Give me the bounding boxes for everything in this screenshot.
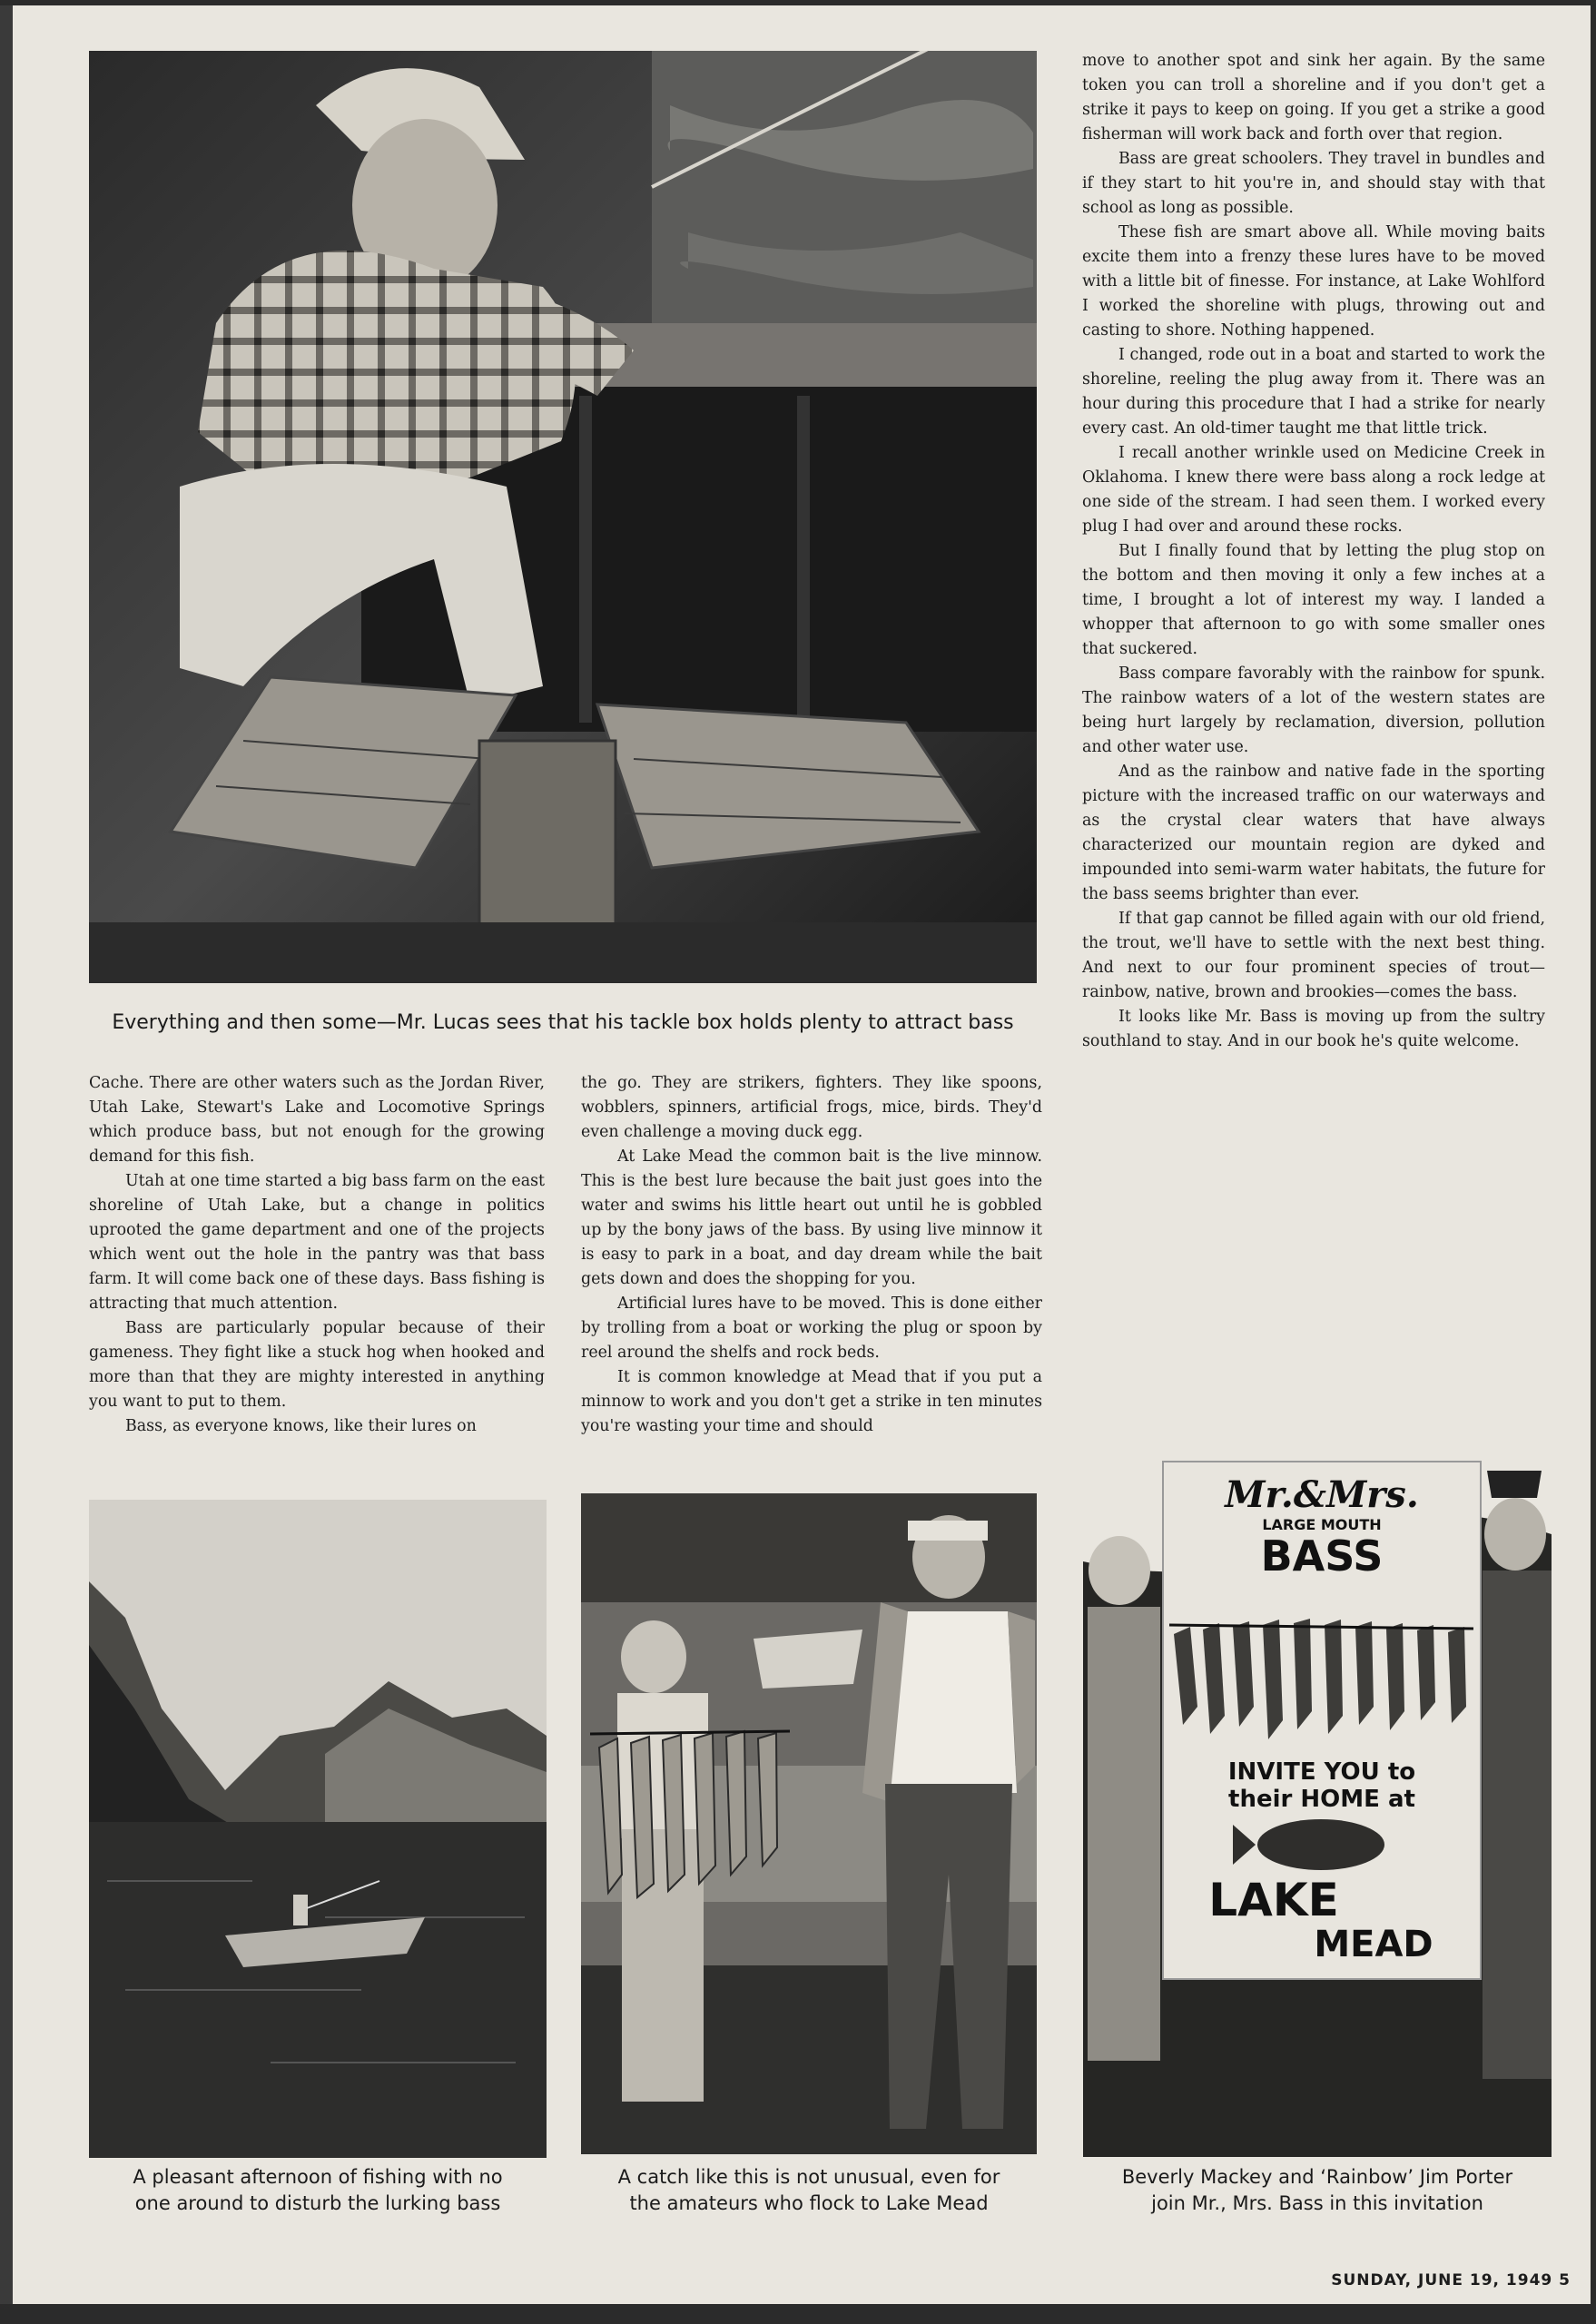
paragraph: These fish are smart above all. While moving baits excite them into a frenzy these lures have to be moved with a little bit of finesse. For instance, at Lake Wohlford I worked the shoreline with plugs, throwing out and casting to shore. Nothing happened. bbox=[1082, 223, 1545, 340]
sign-home: their HOME at bbox=[1228, 1786, 1415, 1813]
sign-subtitle: LARGE MOUTH bbox=[1262, 1516, 1382, 1533]
paragraph: At Lake Mead the common bait is the live minnow. This is the best lure because the bait just goes into the water and swims his little heart out until he is gobbled up by the bony jaws of the bass. By using live minnow it is easy to park in a boat, and day dream while the bait gets down and does the shopping for you. bbox=[581, 1147, 1042, 1288]
paragraph: Utah at one time started a big bass farm on the east shoreline of Utah Lake, but a change in politics uprooted the game department and one of the projects which went out the hole in the pantry was that bass farm. It will come back one of these days. Bass fishing is attracting that much attention. bbox=[89, 1172, 545, 1313]
photo-sign-caption: Beverly Mackey and ‘Rainbow’ Jim Porter join Mr., Mrs. Bass in this invitation bbox=[1121, 2166, 1513, 2214]
photo-sign bbox=[1083, 1434, 1552, 2157]
page-folio: SUNDAY, JUNE 19, 1949 5 bbox=[1331, 2271, 1571, 2290]
paragraph: Cache. There are other waters such as the Jordan River, Utah Lake, Stewart's Lake and Locomotive Springs which produce bass, but not enough for the growing demand for this fish. bbox=[89, 1074, 545, 1166]
sign-names: Mr.&Mrs. bbox=[1225, 1473, 1419, 1516]
paragraph: If that gap cannot be filled again with our old friend, the trout, we'll have to settle with the next best thing. And next to our four prominent species of trout—rainbow, native, brown and brookies—comes the bass. bbox=[1082, 910, 1545, 1001]
paragraph: It is common knowledge at Mead that if you put a minnow to work and you don't get a strike in ten minutes you're wasting your time and should bbox=[581, 1368, 1042, 1435]
sign-title: BASS bbox=[1260, 1531, 1384, 1581]
photo-lake-caption: A pleasant afternoon of fishing with no one around to disturb the lurking bass bbox=[133, 2166, 503, 2214]
paragraph: Bass are particularly popular because of their gameness. They fight like a stuck hog when hooked and more than that they are mighty interested in anything you want to put to them. bbox=[89, 1319, 545, 1411]
main-photo-caption: Everything and then some—Mr. Lucas sees that his tackle box holds plenty to attract bass bbox=[112, 1011, 1014, 1034]
article-column-middle bbox=[581, 1071, 1042, 1439]
article-column-left bbox=[89, 1071, 545, 1439]
page-edge-bottom bbox=[0, 2304, 1596, 2324]
paragraph: Bass are great schoolers. They travel in bundles and if they start to hit you're in, and should stay with that school as long as possible. bbox=[1082, 150, 1545, 217]
sign-invite: INVITE YOU to bbox=[1227, 1758, 1416, 1786]
paragraph: And as the rainbow and native fade in the sporting picture with the increased traffic on our waterways and as the crystal clear waters that have always characterized our mountain region are dyked and impounded into semi-warm water habitats, the future for the bass seems brighter than ever. bbox=[1082, 763, 1545, 903]
page-edge-top bbox=[0, 0, 1596, 5]
sign-lake: LAKE bbox=[1208, 1874, 1339, 1926]
paragraph: Artificial lures have to be moved. This is done either by trolling from a boat or working the plug or spoon by reel around the shelfs and rock beds. bbox=[581, 1295, 1042, 1362]
article-column-right bbox=[1082, 49, 1545, 1054]
paragraph: It looks like Mr. Bass is moving up from the sultry southland to stay. And in our book he's quite welcome. bbox=[1082, 1008, 1545, 1050]
paragraph: But I finally found that by letting the plug stop on the bottom and then moving it only a few inches at a time, I brought a lot of interest my way. I landed a whopper that afternoon to go with some smaller ones that suckered. bbox=[1082, 542, 1545, 658]
sign-mead: MEAD bbox=[1314, 1924, 1433, 1965]
page-edge-right bbox=[1591, 0, 1596, 2324]
paragraph: I recall another wrinkle used on Medicine Creek in Oklahoma. I knew there were bass along a rock ledge at one side of the stream. I had seen them. I worked every plug I had over and around these rocks. bbox=[1082, 444, 1545, 536]
paragraph: I changed, rode out in a boat and started to work the shoreline, reeling the plug away from it. There was an hour during this procedure that I had a strike for nearly every cast. An old-timer taught me that little trick. bbox=[1082, 346, 1545, 438]
paragraph: Bass compare favorably with the rainbow for spunk. The rainbow waters of a lot of the western states are being hurt largely by reclamation, diversion, pollution and other water use. bbox=[1082, 665, 1545, 756]
paragraph: the go. They are strikers, fighters. They like spoons, wobblers, spinners, artificial frogs, mice, birds. They'd even challenge a moving duck egg. bbox=[581, 1074, 1042, 1141]
photo-catch bbox=[581, 1493, 1037, 2154]
page-edge-left bbox=[0, 0, 13, 2324]
main-photo-fisherman bbox=[89, 51, 1037, 983]
photo-catch-caption: A catch like this is not unusual, even for the amateurs who flock to Lake Mead bbox=[617, 2166, 1000, 2214]
photo-lake-boat bbox=[89, 1500, 547, 2158]
paragraph: move to another spot and sink her again. By the same token you can troll a shoreline and if you don't get a strike it pays to keep on going. If you get a strike a good fisherman will work back and forth over that region. bbox=[1082, 52, 1545, 143]
paragraph: Bass, as everyone knows, like their lures on bbox=[125, 1417, 477, 1435]
